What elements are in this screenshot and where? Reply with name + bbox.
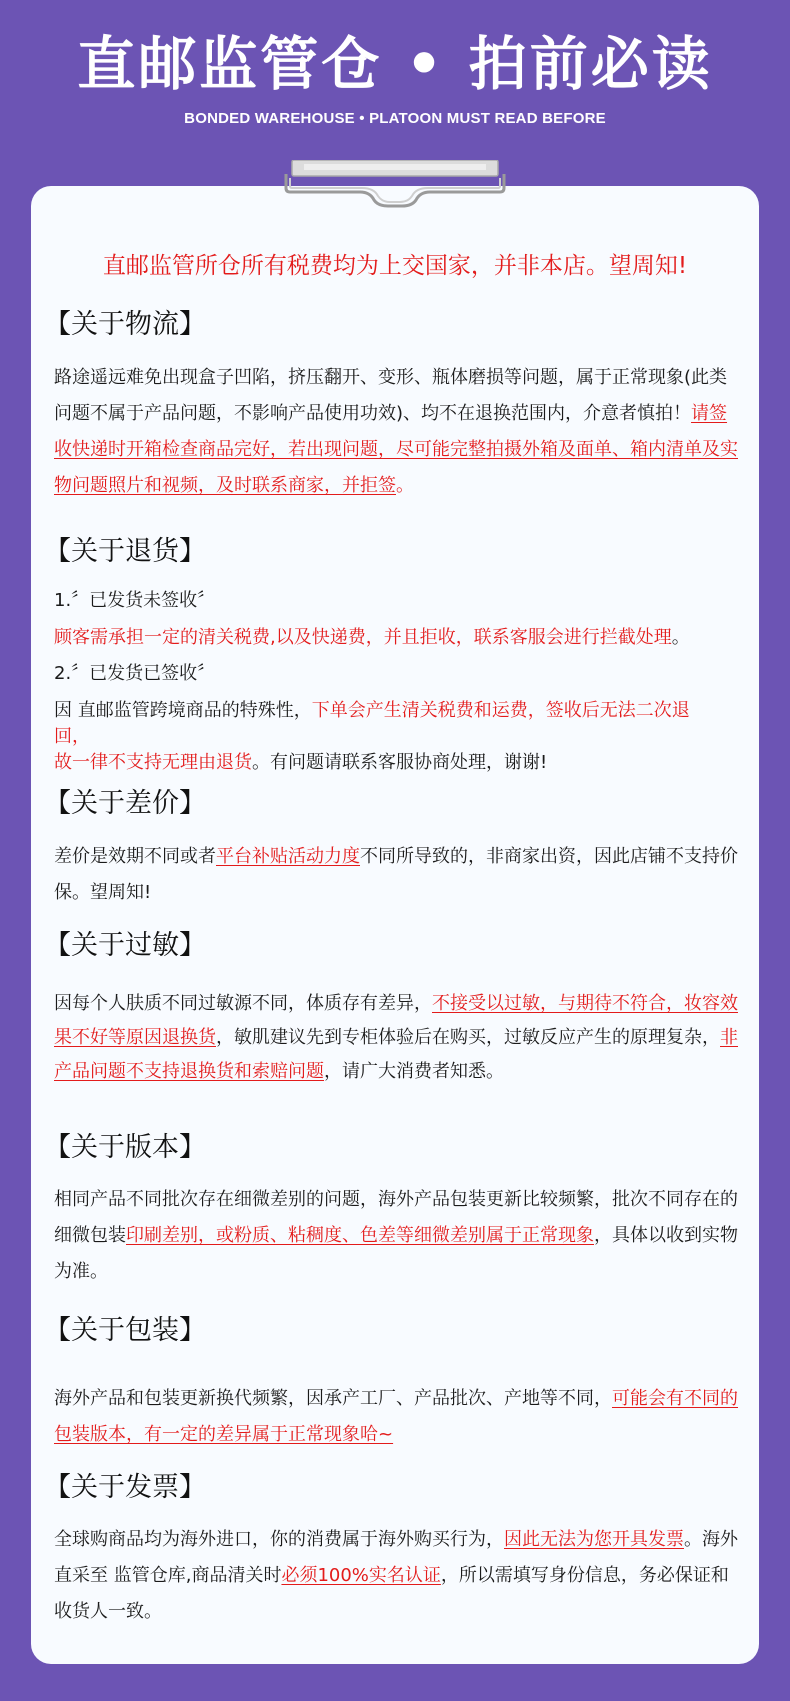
price-diff-paragraph [54,839,744,911]
version-paragraph [54,1182,744,1290]
logistics-paragraph [54,360,744,504]
version-text-end: ，具体以收到实物为准。 [54,1225,738,1282]
invoice-text-end: ，所以需填写身份信息，务必保证和收货人一致。 [54,1565,729,1622]
invoice-text-mid: 。海外直采至 监管仓库,商品清关时 [54,1529,738,1586]
invoice-realname-notice: 必须100%实名认证 [281,1565,441,1586]
packaging-paragraph [54,1381,744,1453]
allergy-text: 因每个人肤质不同过敏源不同，体质存有差异， [54,993,432,1014]
packaging-text: 海外产品和包装更新换代频繁，因承产工厂、产品批次、产地等不同， [54,1388,612,1409]
price-diff-highlight: 平台补贴活动力度 [216,846,360,867]
returns-item2-policy [54,750,754,776]
allergy-warning-2: 非产品问题不支持退换货和索赔问题 [54,1027,738,1082]
section-heading-logistics: 【关于物流】 [44,309,206,340]
notice-banner: 直邮监管所仓所有税费均为上交国家，并非本店。望周知! [102,253,688,279]
returns-item1-body [54,625,754,651]
invoice-no-invoice-notice: 因此无法为您开具发票 [504,1529,684,1550]
section-heading-price-diff: 【关于差价】 [44,788,206,819]
returns-item2-title: 2.〞已发货已签收〞 [54,663,216,684]
price-diff-text: 差价是效期不同或者 [54,846,216,867]
section-heading-invoice: 【关于发票】 [44,1472,206,1503]
section-heading-version: 【关于版本】 [44,1132,206,1163]
returns-item1-title: 1.〞已发货未签收〞 [54,590,216,611]
version-highlight: 印刷差别，或粉质、粘稠度、色差等细微差别属于正常现象 [126,1225,594,1246]
section-heading-allergy: 【关于过敏】 [44,930,206,961]
invoice-paragraph [54,1522,744,1630]
allergy-paragraph [54,987,744,1089]
page-subtitle: BONDED WAREHOUSE • PLATOON MUST READ BEFORE [184,110,606,127]
returns-item2-warning: 下单会产生清关税费和运费，签收后无法二次退回， [54,700,690,747]
returns-item1-end: 。 [671,627,690,648]
invoice-text: 全球购商品均为海外进口，你的消费属于海外购买行为， [54,1529,504,1550]
clipboard-clip-icon [284,160,506,212]
section-heading-packaging: 【关于包装】 [44,1315,206,1346]
returns-item1-warning: 顾客需承担一定的清关税费,以及快递费，并且拒收，联系客服会进行拦截处理 [54,627,672,648]
logistics-text: 路途遥远难免出现盒子凹陷，挤压翻开、变形、瓶体磨损等问题，属于正常现象(此类问题不属于产品问题，不影响产品使用功效)、均不在退换范围内，介意者慎拍！ [54,367,728,424]
returns-item2-end: 。有问题请联系客服协商处理，谢谢! [252,752,548,773]
returns-item2-body [54,698,714,750]
returns-item2-text: 因 直邮监管跨境商品的特殊性， [54,700,312,721]
allergy-text-end: ，请广大消费者知悉。 [324,1061,504,1082]
page-title: 直邮监管仓 • 拍前必读 [77,30,713,98]
returns-no-reason-policy: 故一律不支持无理由退货 [54,752,252,773]
logistics-text-end: 。 [396,475,414,496]
logistics-warning: 请签收快递时开箱检查商品完好，若出现问题，尽可能完整拍摄外箱及面单、箱内清单及实物问题照片和视频，及时联系商家，并拒签 [54,403,738,496]
version-text: 相同产品不同批次存在细微差别的问题，海外产品包装更新比较频繁，批次不同存在的细微包装 [54,1189,738,1246]
allergy-warning: 不接受以过敏，与期待不符合，妆容效果不好等原因退换货 [54,993,738,1048]
packaging-highlight: 可能会有不同的包装版本，有一定的差异属于正常现象哈~ [54,1388,738,1445]
section-heading-returns: 【关于退货】 [44,536,206,567]
allergy-text-mid: ，敏肌建议先到专柜体验后在购买，过敏反应产生的原理复杂， [216,1027,720,1048]
price-diff-text-end: 不同所导致的，非商家出资，因此店铺不支持价保。望周知! [54,846,738,903]
